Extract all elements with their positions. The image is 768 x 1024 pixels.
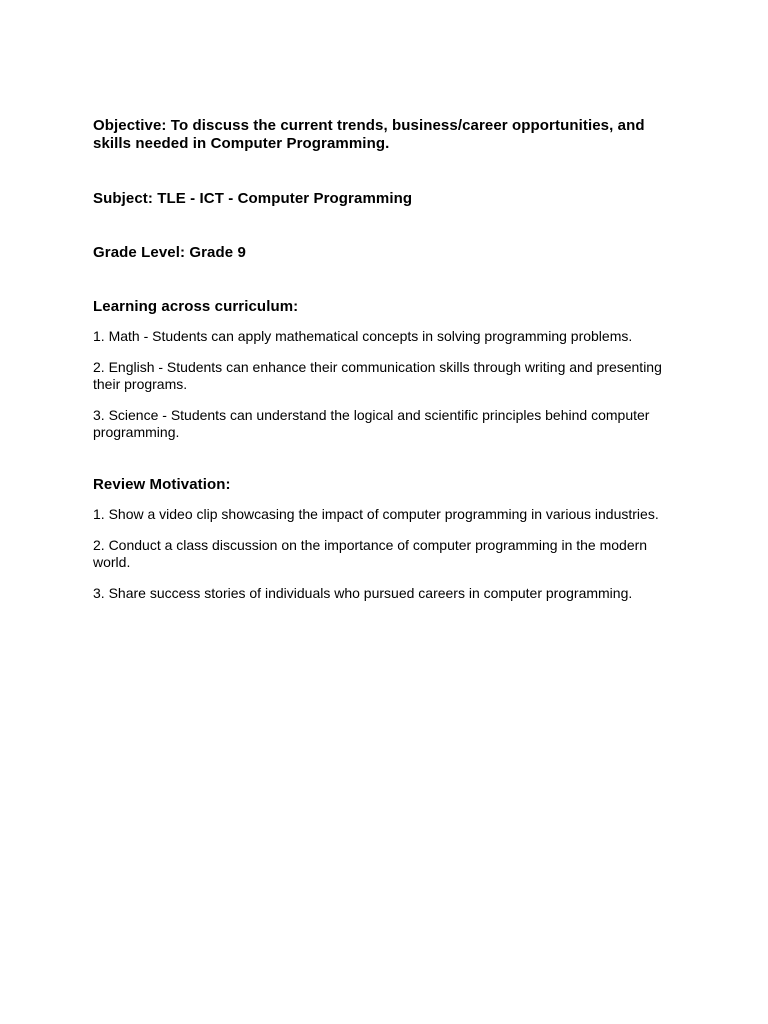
review-list — [93, 506, 683, 602]
review-motivation-heading: Review Motivation: — [93, 476, 231, 493]
learning-list — [93, 328, 683, 441]
learning-across-curriculum-heading: Learning across curriculum: — [93, 298, 299, 315]
document-content — [93, 117, 683, 602]
list-item: 2. English - Students can enhance their communication skills through writing and presenting their programs. — [93, 359, 662, 392]
grade-level-text: Grade Level: Grade 9 — [93, 244, 246, 261]
objective-text: Objective: To discuss the current trends, business/career opportunities, and skills needed in Computer Programming. — [93, 117, 645, 152]
list-item: 1. Show a video clip showcasing the impact of computer programming in various industries. — [93, 506, 659, 522]
subject-text: Subject: TLE - ICT - Computer Programming — [93, 190, 413, 207]
list-item: 3. Share success stories of individuals who pursued careers in computer programming. — [93, 585, 633, 601]
list-item: 2. Conduct a class discussion on the importance of computer programming in the modern world. — [93, 537, 648, 570]
list-item: 3. Science - Students can understand the logical and scientific principles behind computer programming. — [93, 407, 650, 440]
list-item: 1. Math - Students can apply mathematical concepts in solving programming problems. — [93, 328, 633, 344]
